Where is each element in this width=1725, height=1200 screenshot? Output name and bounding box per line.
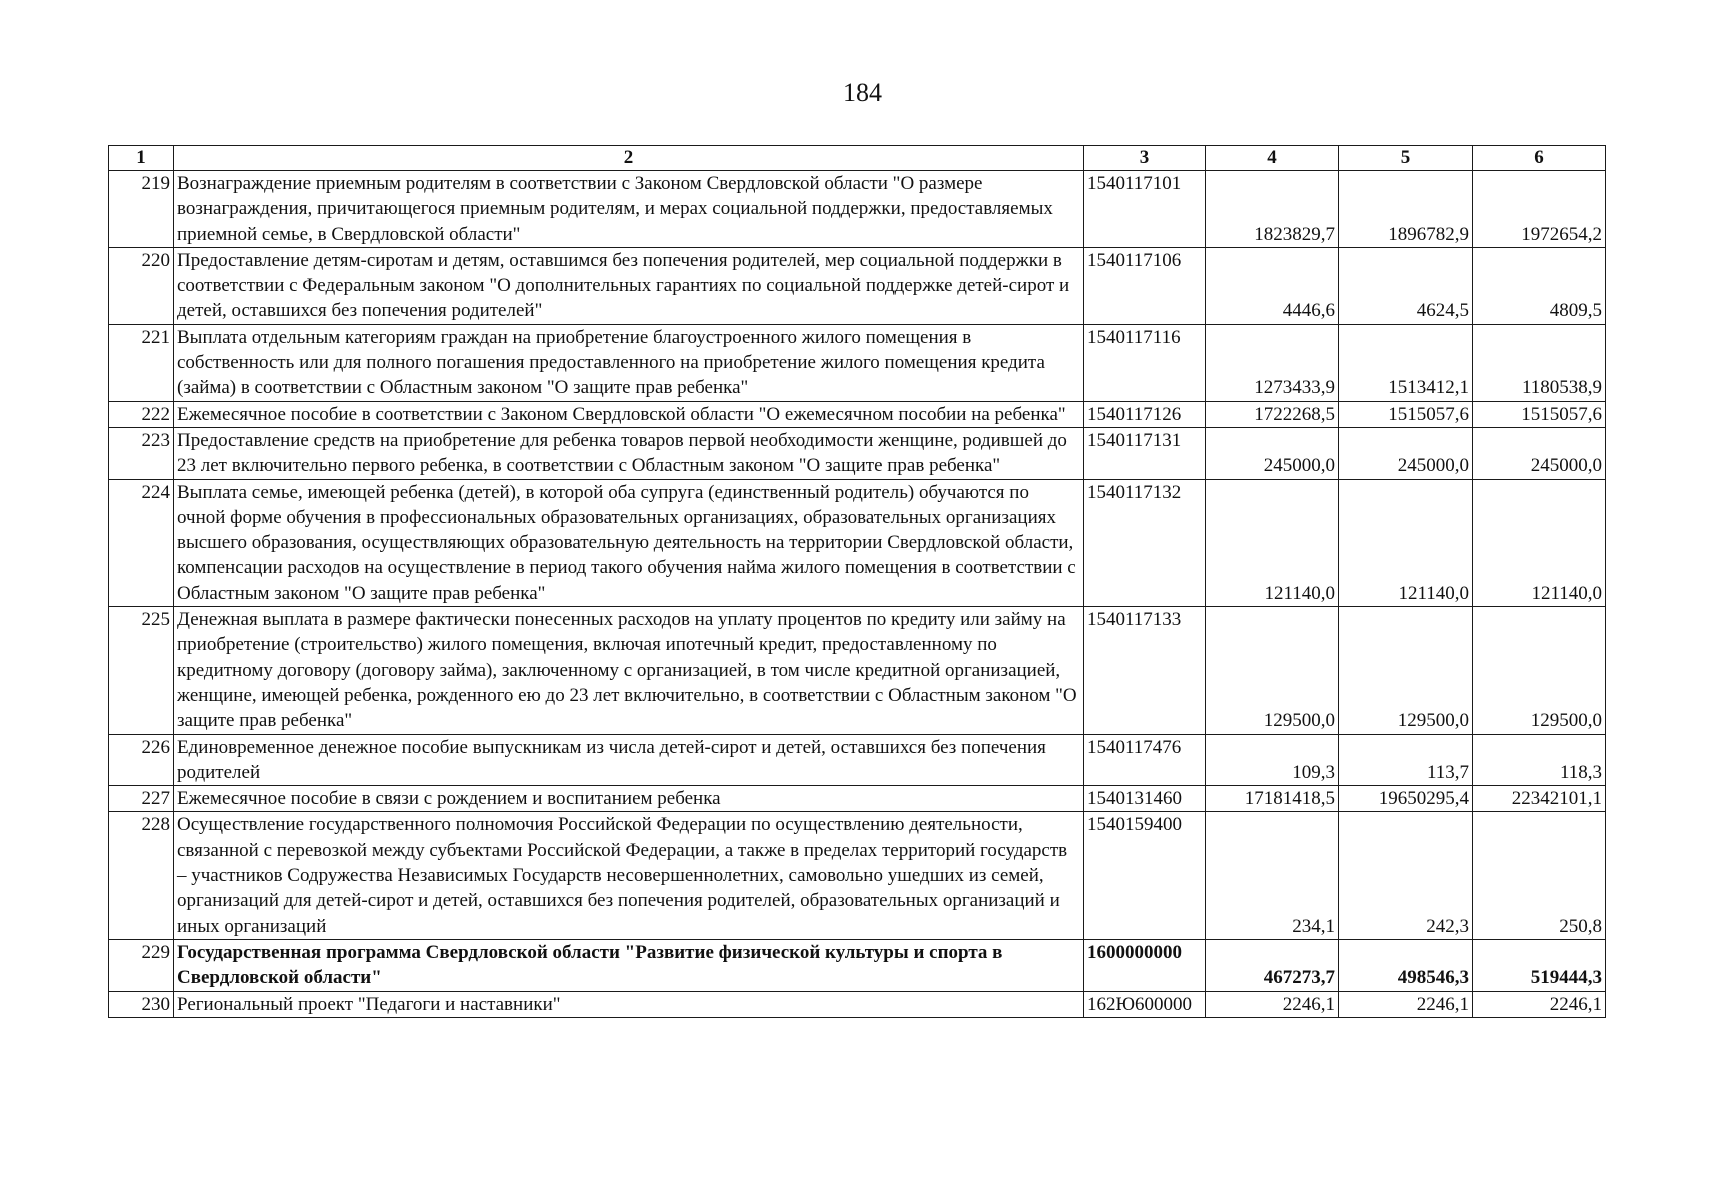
row-value-col4-cell: 1273433,9	[1206, 324, 1339, 401]
row-description-cell: Выплата семье, имеющей ребенка (детей), в которой оба супруга (единственный родитель) обучаются по очной форме обучения в профессиональных образовательных организациях, образовательных организациях высшего образования, осуществляющих образовательную деятельность на территории Свердловской области, компенсации расходов на осуществление в период такого обучения найма жилого помещения в соответствии с Областным законом "О защите прав ребенка"	[174, 479, 1084, 606]
row-code-cell: 1540117101	[1084, 171, 1206, 248]
row-description-cell: Выплата отдельным категориям граждан на приобретение благоустроенного жилого помещения в собственность или для полного погашения предоставленного на приобретение жилого помещения кредита (займа) в соответствии с Областным законом "О защите прав ребенка"	[174, 324, 1084, 401]
row-description-cell: Региональный проект "Педагоги и наставники"	[174, 991, 1084, 1017]
row-code-cell: 1540117106	[1084, 247, 1206, 324]
row-value-col6-cell: 22342101,1	[1473, 786, 1606, 812]
row-value-col5-cell: 242,3	[1339, 812, 1473, 939]
row-description-cell: Предоставление средств на приобретение для ребенка товаров первой необходимости женщине, родившей до 23 лет включительно первого ребенка, в соответствии с Областным законом "О защите прав ребенка"	[174, 427, 1084, 479]
row-number-cell: 224	[109, 479, 174, 606]
row-number-cell: 225	[109, 607, 174, 734]
row-code-cell: 1540117116	[1084, 324, 1206, 401]
row-value-col5-cell: 1515057,6	[1339, 401, 1473, 427]
row-number-cell: 227	[109, 786, 174, 812]
row-number-cell: 230	[109, 991, 174, 1017]
row-number-cell: 222	[109, 401, 174, 427]
row-value-col5-cell: 1896782,9	[1339, 171, 1473, 248]
row-value-col6-cell: 1515057,6	[1473, 401, 1606, 427]
row-value-col5-cell: 129500,0	[1339, 607, 1473, 734]
row-value-col5-cell: 2246,1	[1339, 991, 1473, 1017]
header-col-3: 3	[1084, 146, 1206, 171]
row-value-col4-cell: 234,1	[1206, 812, 1339, 939]
row-value-col6-cell: 245000,0	[1473, 427, 1606, 479]
header-col-1: 1	[109, 146, 174, 171]
row-number-cell: 229	[109, 939, 174, 991]
row-value-col5-cell: 113,7	[1339, 734, 1473, 786]
row-value-col6-cell: 121140,0	[1473, 479, 1606, 606]
row-code-cell: 1540159400	[1084, 812, 1206, 939]
row-value-col5-cell: 19650295,4	[1339, 786, 1473, 812]
header-col-2: 2	[174, 146, 1084, 171]
row-value-col4-cell: 129500,0	[1206, 607, 1339, 734]
budget-table	[108, 145, 1606, 1018]
table-row	[109, 939, 1606, 991]
row-value-col4-cell: 467273,7	[1206, 939, 1339, 991]
row-value-col4-cell: 121140,0	[1206, 479, 1339, 606]
row-description-cell: Государственная программа Свердловской области "Развитие физической культуры и спорта в Свердловской области"	[174, 939, 1084, 991]
table-row	[109, 324, 1606, 401]
row-value-col4-cell: 17181418,5	[1206, 786, 1339, 812]
row-value-col6-cell: 1180538,9	[1473, 324, 1606, 401]
row-description-cell: Ежемесячное пособие в соответствии с Законом Свердловской области "О ежемесячном пособии на ребенка"	[174, 401, 1084, 427]
row-code-cell: 1540117476	[1084, 734, 1206, 786]
row-description-cell: Денежная выплата в размере фактически понесенных расходов на уплату процентов по кредиту или займу на приобретение (строительство) жилого помещения, включая ипотечный кредит, предоставленному по кредитному договору (договору займа), заключенному с организацией, в том числе кредитной организацией, женщине, имеющей ребенка, рожденного ею до 23 лет включительно, в соответствии с Областным законом "О защите прав ребенка"	[174, 607, 1084, 734]
table-row	[109, 991, 1606, 1017]
row-value-col5-cell: 4624,5	[1339, 247, 1473, 324]
row-description-cell: Ежемесячное пособие в связи с рождением и воспитанием ребенка	[174, 786, 1084, 812]
header-col-6: 6	[1473, 146, 1606, 171]
row-value-col6-cell: 2246,1	[1473, 991, 1606, 1017]
row-code-cell: 162Ю600000	[1084, 991, 1206, 1017]
table-row	[109, 247, 1606, 324]
row-code-cell: 1540117126	[1084, 401, 1206, 427]
row-code-cell: 1540117131	[1084, 427, 1206, 479]
row-value-col6-cell: 519444,3	[1473, 939, 1606, 991]
row-value-col4-cell: 245000,0	[1206, 427, 1339, 479]
table-row	[109, 786, 1606, 812]
row-value-col6-cell: 4809,5	[1473, 247, 1606, 324]
row-value-col5-cell: 498546,3	[1339, 939, 1473, 991]
row-description-cell: Вознаграждение приемным родителям в соответствии с Законом Свердловской области "О размере вознаграждения, причитающегося приемным родителям, и мерах социальной поддержки, предоставляемых приемной семье, в Свердловской области"	[174, 171, 1084, 248]
row-code-cell: 1540117132	[1084, 479, 1206, 606]
row-number-cell: 221	[109, 324, 174, 401]
row-number-cell: 220	[109, 247, 174, 324]
row-value-col6-cell: 118,3	[1473, 734, 1606, 786]
row-number-cell: 226	[109, 734, 174, 786]
row-number-cell: 223	[109, 427, 174, 479]
table-row	[109, 171, 1606, 248]
row-value-col5-cell: 245000,0	[1339, 427, 1473, 479]
row-value-col4-cell: 1722268,5	[1206, 401, 1339, 427]
table-row	[109, 427, 1606, 479]
table-row	[109, 401, 1606, 427]
row-value-col5-cell: 121140,0	[1339, 479, 1473, 606]
row-code-cell: 1600000000	[1084, 939, 1206, 991]
row-number-cell: 219	[109, 171, 174, 248]
header-col-5: 5	[1339, 146, 1473, 171]
table-row	[109, 479, 1606, 606]
header-row	[109, 146, 1606, 171]
table-row	[109, 734, 1606, 786]
row-value-col6-cell: 250,8	[1473, 812, 1606, 939]
page-number: 184	[843, 78, 882, 107]
row-number-cell: 228	[109, 812, 174, 939]
row-value-col4-cell: 2246,1	[1206, 991, 1339, 1017]
row-code-cell: 1540131460	[1084, 786, 1206, 812]
table-row	[109, 607, 1606, 734]
table-header	[109, 146, 1606, 171]
row-description-cell: Единовременное денежное пособие выпускникам из числа детей-сирот и детей, оставшихся без попечения родителей	[174, 734, 1084, 786]
row-value-col6-cell: 1972654,2	[1473, 171, 1606, 248]
table-body	[109, 171, 1606, 1018]
row-value-col6-cell: 129500,0	[1473, 607, 1606, 734]
row-description-cell: Осуществление государственного полномочия Российской Федерации по осуществлению деятельности, связанной с перевозкой между субъектами Российской Федерации, а также в пределах территорий государств – участников Содружества Независимых Государств несовершеннолетних, самовольно ушедших из семей, организаций для детей-сирот и детей, оставшихся без попечения родителей, образовательных организаций и иных организаций	[174, 812, 1084, 939]
row-value-col4-cell: 1823829,7	[1206, 171, 1339, 248]
row-description-cell: Предоставление детям-сиротам и детям, оставшимся без попечения родителей, мер социальной поддержки в соответствии с Федеральным законом "О дополнительных гарантиях по социальной поддержке детей-сирот и детей, оставшихся без попечения родителей"	[174, 247, 1084, 324]
header-col-4: 4	[1206, 146, 1339, 171]
table-row	[109, 812, 1606, 939]
row-value-col4-cell: 109,3	[1206, 734, 1339, 786]
row-code-cell: 1540117133	[1084, 607, 1206, 734]
row-value-col5-cell: 1513412,1	[1339, 324, 1473, 401]
row-value-col4-cell: 4446,6	[1206, 247, 1339, 324]
